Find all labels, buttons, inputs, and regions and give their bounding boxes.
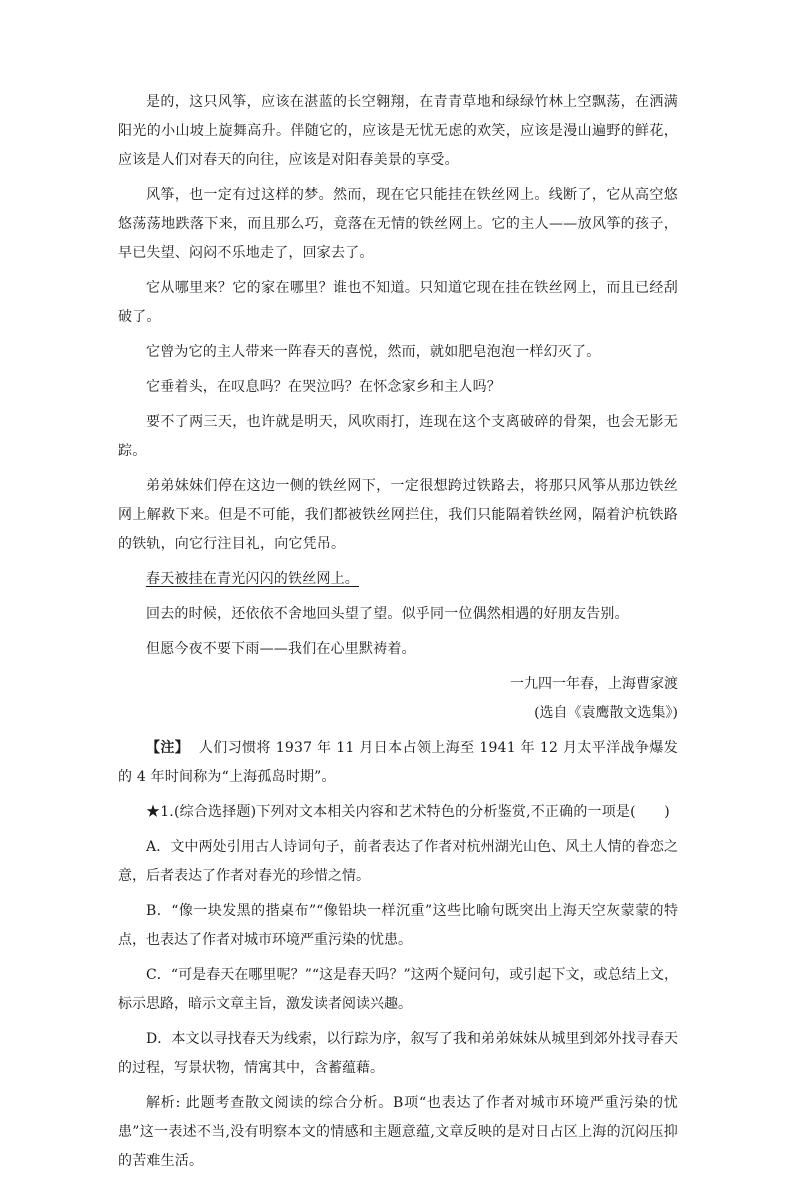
document-page: [118, 88, 678, 1182]
paragraph-6: 要不了两三天，也许就是明天，风吹雨打，连现在这个支离破碎的骨架，也会无影无踪。: [118, 414, 678, 459]
paragraph-3: 它从哪里来？它的家在哪里？谁也不知道。只知道它现在挂在铁丝网上，而且已经刮破了。: [118, 280, 678, 325]
paragraph-7: 弟弟妹妹们停在这边一侧的铁丝网下，一定很想跨过铁路去，将那只风筝从那边铁丝网上解救下来。但是不可能，我们都被铁丝网拦住，我们只能隔着铁丝网，隔着沪杭铁路的铁轨，向它行注目礼，向它凭吊。: [118, 478, 678, 552]
paragraph-1: 是的，这只风筝，应该在湛蓝的长空翱翔，在青青草地和绿绿竹林上空飘荡，在洒满阳光的小山坡上旋舞高升。伴随它的，应该是无忧无虑的欢笑，应该是漫山遍野的鲜花，应该是人们对春天的向往，应该是对阳春美景的享受。: [118, 94, 678, 168]
paragraph-4: 它曾为它的主人带来一阵春天的喜悦，然而，就如肥皂泡泡一样幻灭了。: [146, 344, 601, 360]
analysis: 解析: 此题考查散文阅读的综合分析。B项“也表达了作者对城市环境严重污染的忧患”这一表述不当,没有明察本文的情感和主题意蕴,文章反映的是对日占区上海的沉闷压抑的苦难生活。: [118, 1095, 678, 1169]
option-d: D．本文以寻找春天为线索，以行踪为序，叙写了我和弟弟妹妹从城里到郊外找寻春天的过程，写景状物，情寓其中，含蓄蕴藉。: [118, 1031, 678, 1076]
paragraph-9: 但愿今夜不要下雨——我们在心里默祷着。: [146, 641, 416, 657]
question-stem: ★1.(综合选择题)下列对文本相关内容和艺术特色的分析鉴赏,不正确的一项是( ): [146, 804, 670, 820]
option-b: B．“像一块发黑的揩桌布”“像铅块一样沉重”这些比喻句既突出上海天空灰蒙蒙的特点，也表达了作者对城市环境严重污染的忧患。: [118, 903, 678, 948]
signature-source: (选自《袁鹰散文选集》): [534, 705, 678, 721]
paragraph-5: 它垂着头，在叹息吗？在哭泣吗？在怀念家乡和主人吗？: [146, 379, 501, 395]
note-text: 人们习惯将 1937 年 11 月日本占领上海至 1941 年 12 月太平洋战争爆发的 4 年时间称为“上海孤岛时期”。: [118, 740, 678, 785]
note: [118, 734, 678, 792]
signature-date-place: 一九四一年春，上海曹家渡: [510, 676, 678, 692]
option-c: C．“可是春天在哪里呢？”“这是春天吗？”这两个疑问句，或引起下文，或总结上文，标示思路，暗示文章主旨，激发读者阅读兴趣。: [118, 967, 678, 1012]
underlined-sentence: [118, 565, 678, 594]
paragraph-2: 风筝，也一定有过这样的梦。然而，现在它只能挂在铁丝网上。线断了，它从高空悠悠荡荡地跌落下来，而且那么巧，竟落在无情的铁丝网上。它的主人——放风筝的孩子，早已失望、闷闷不乐地走了，回家去了。: [118, 187, 678, 261]
note-label: 【注】: [146, 740, 190, 756]
underlined-sentence-text: 春天被挂在青光闪闪的铁丝网上。: [146, 571, 359, 587]
option-a: A．文中两处引用古人诗词句子，前者表达了作者对杭州湖光山色、风土人情的眷恋之意，后者表达了作者对春光的珍惜之情。: [118, 839, 678, 884]
paragraph-8: 回去的时候，还依依不舍地回头望了望。似乎同一位偶然相遇的好朋友告别。: [146, 606, 629, 622]
